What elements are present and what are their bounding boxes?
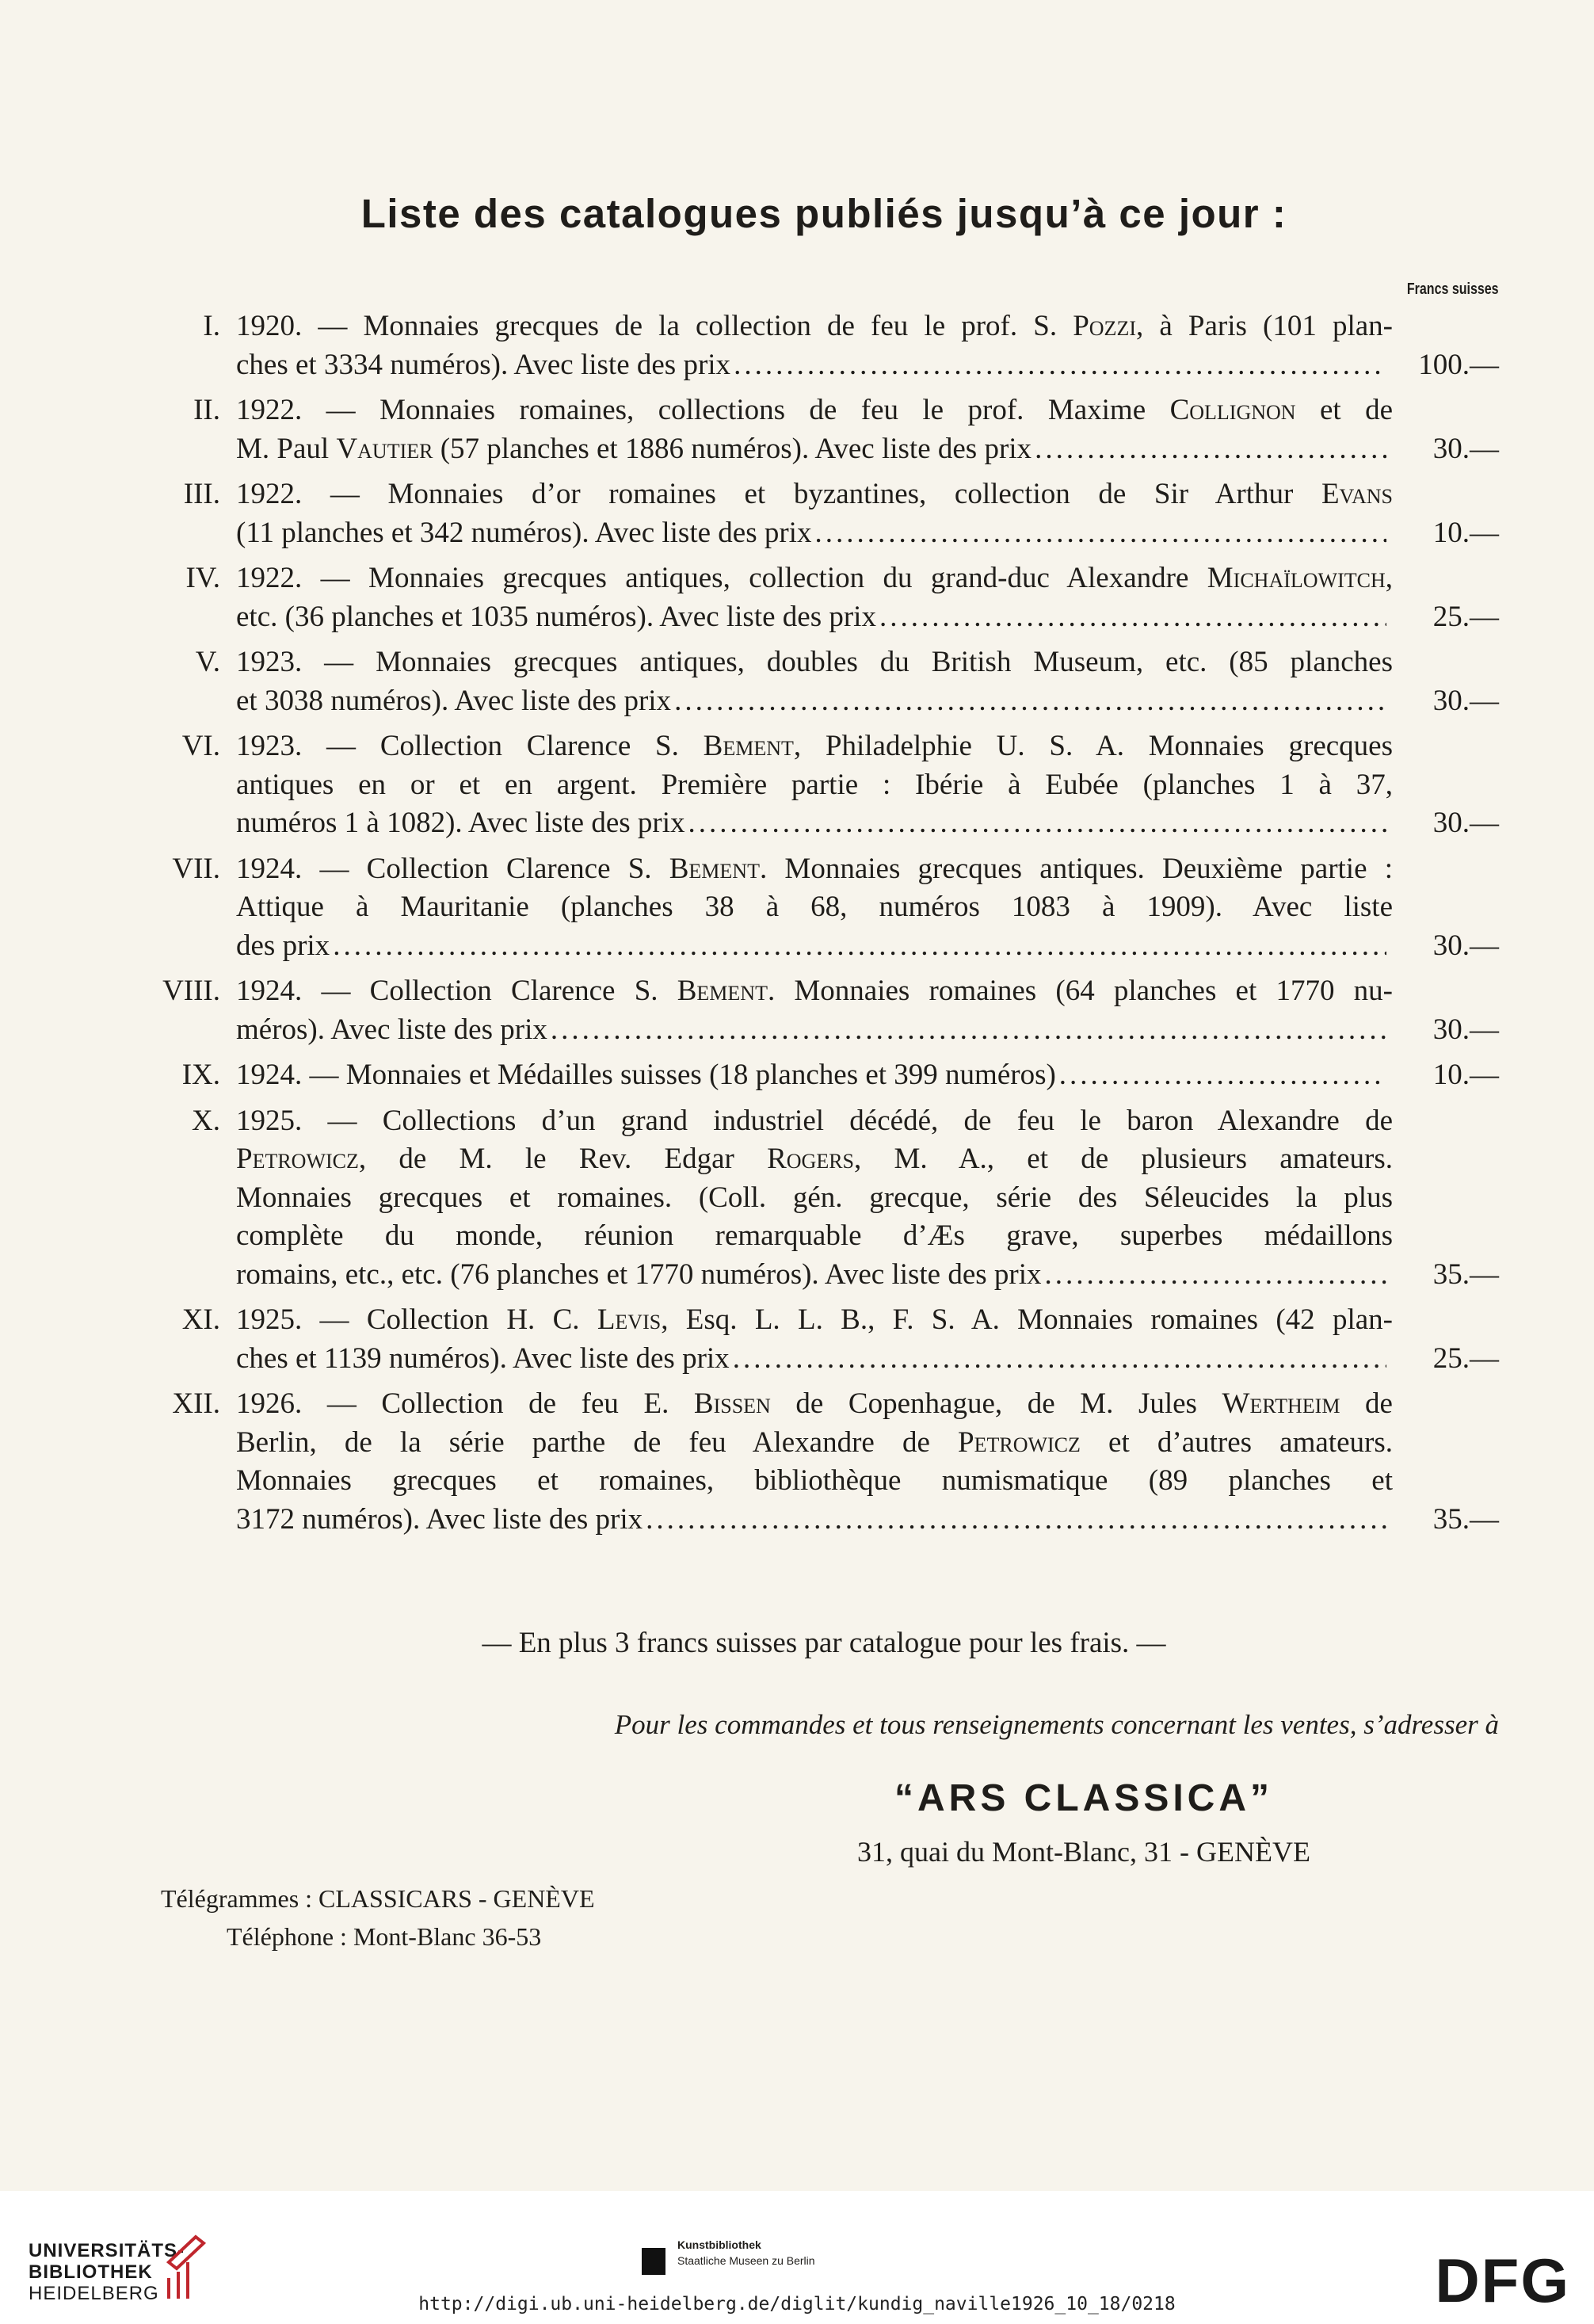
description-last-line [236,1501,1393,1540]
description-last-line [236,598,1393,637]
page-title: Liste des catalogues publiés jusqu’à ce jour : [360,191,1287,236]
description-line: 1922. — Monnaies romaines, collections de feu le prof. Maxime Collignon et de [236,394,1393,426]
collector-name: Petrowicz [236,1143,359,1175]
description-line: Monnaies grecques et romaines. (Coll. gén. grecque, série des Séleucides la plus [236,1181,1393,1214]
description-text: M. Paul Vautier (57 planches et 1886 numéros). Avec liste des prix [236,432,1032,465]
catalogue-description [236,475,1393,552]
catalogue-entry [0,850,1594,966]
description-line: 1926. — Collection de feu E. Bissen de Copenhague, de M. Jules Wertheim de [236,1387,1393,1420]
dot-leader [814,514,1386,553]
catalogue-number: IX. [181,1059,220,1091]
catalogue-description [236,1102,1393,1295]
kunstbibliothek-subtitle: Staatliche Museen zu Berlin [677,2254,815,2267]
catalogue-description [236,643,1393,720]
description-line: Attique à Mauritanie (planches 38 à 68, numéros 1083 à 1909). Avec liste [236,891,1393,923]
description-last-line [236,346,1393,385]
catalogue-description [236,559,1393,636]
catalogue-entry [0,1301,1594,1378]
catalogue-description [236,307,1393,384]
catalogue-description [236,1056,1393,1095]
description-last-line [236,1011,1393,1050]
description-last-line [236,804,1393,843]
dot-leader [879,598,1386,637]
description-text: romains, etc., etc. (76 planches et 1770 numéros). Avec liste des prix [236,1257,1042,1291]
description-line: 1923. — Monnaies grecques antiques, doubles du British Museum, etc. (85 planches [236,646,1393,678]
catalogue-entry [0,1385,1594,1539]
catalogue-entry [0,972,1594,1049]
catalogue-entry [0,1056,1594,1095]
source-url-link[interactable]: http://digi.ub.uni-heidelberg.de/diglit/kundig_naville1926_10_18/0218 [418,2294,1176,2314]
dot-leader [1045,1256,1386,1295]
description-line: Monnaies grecques et romaines, bibliothèque numismatique (89 planches et [236,1464,1393,1497]
description-line: 1922. — Monnaies d’or romaines et byzantines, collection de Sir Arthur Evans [236,478,1393,510]
description-line: 1922. — Monnaies grecques antiques, collection du grand-duc Alexandre Michaïlowitch, [236,562,1393,594]
description-text: etc. (36 planches et 1035 numéros). Avec liste des prix [236,600,876,633]
catalogue-price: 10.— [1432,516,1499,549]
collector-name: Bement [703,730,794,762]
dot-leader [674,682,1386,721]
kunstbibliothek-mark-icon [642,2248,665,2275]
description-text: 1924. — Monnaies et Médailles suisses (18 planches et 399 numéros) [236,1059,1056,1091]
catalogue-entry [0,559,1594,636]
catalogue-price: 25.— [1432,1341,1499,1375]
description-line: Petrowicz, de M. le Rev. Edgar Rogers, M. A., et de plusieurs amateurs. [236,1143,1393,1175]
collector-name: Evans [1321,478,1393,510]
ub-logo-line-1: UNIVERSITÄTS- [29,2240,185,2261]
description-line: complète du monde, réunion remarquable d’Æs grave, superbes médaillons [236,1219,1393,1252]
catalogue-number: IV. [185,562,220,594]
dot-leader [733,1340,1386,1379]
description-line: antiques en or et en argent. Première partie : Ibérie à Eubée (planches 1 à 37, [236,768,1393,801]
dot-leader [551,1011,1386,1050]
description-text: ches et 3334 numéros). Avec liste des prix [236,348,731,381]
collector-name: Petrowicz [958,1425,1081,1459]
catalogue-description [236,972,1393,1049]
company-address: 31, quai du Mont-Blanc, 31 - GENÈVE [857,1836,1310,1868]
catalogue-number: VIII. [162,975,220,1007]
catalogue-entry [0,391,1594,468]
description-line: 1925. — Collections d’un grand industriel décédé, de feu le baron Alexandre de [236,1104,1393,1137]
description-last-line [236,682,1393,721]
description-text: numéros 1 à 1082). Avec liste des prix [236,807,685,839]
shipping-note: — En plus 3 francs suisses par catalogue pour les frais. — [482,1627,1166,1659]
description-last-line [236,514,1393,553]
catalogue-description [236,1385,1393,1539]
description-last-line [236,927,1393,966]
catalogue-number: II. [193,394,220,426]
collector-name: Pozzi [1073,310,1136,342]
description-last-line [236,430,1393,469]
catalogue-price: 30.— [1432,1013,1499,1046]
description-line: 1923. — Collection Clarence S. Bement, Philadelphie U. S. A. Monnaies grecques [236,730,1393,762]
collector-name: Collignon [1169,394,1296,426]
description-text: 3172 numéros). Avec liste des prix [236,1502,643,1536]
telegram-address: Télégrammes : CLASSICARS - GENÈVE [161,1884,595,1913]
ub-heidelberg-mark-icon [162,2231,210,2302]
description-last-line [236,1340,1393,1379]
dot-leader [1059,1056,1386,1095]
catalogue-price: 10.— [1432,1059,1499,1091]
collector-name: Rogers [767,1143,855,1175]
collector-name: Bement [677,975,768,1007]
description-line: 1924. — Collection Clarence S. Bement. Monnaies grecques antiques. Deuxième partie : [236,852,1393,885]
catalogue-price: 35.— [1432,1257,1499,1291]
catalogue-description [236,391,1393,468]
collector-name: Wertheim [1222,1387,1340,1420]
collector-name: Vautier [336,432,433,465]
catalogue-number: V. [195,646,220,678]
kunstbibliothek-logo[interactable] [677,2237,815,2269]
description-text: ches et 1139 numéros). Avec liste des prix [236,1341,730,1375]
price-column-header: Francs suisses [1407,280,1499,298]
description-line: 1925. — Collection H. C. Levis, Esq. L. L. B., F. S. A. Monnaies romaines (42 plan- [236,1303,1393,1336]
catalogue-price: 30.— [1432,432,1499,465]
catalogue-number: XII. [172,1387,220,1420]
catalogue-number: VII. [172,852,220,885]
ub-logo-line-2: BIBLIOTHEK [29,2261,153,2283]
catalogue-entry [0,643,1594,720]
dot-leader [333,927,1386,966]
contact-line: Pour les commandes et tous renseignements concernant les ventes, s’adresser à [614,1709,1499,1740]
dot-leader [646,1501,1386,1540]
catalogue-entry [0,727,1594,843]
catalogue-price: 30.— [1432,929,1499,962]
digitization-footer [0,2191,1594,2324]
description-line: 1920. — Monnaies grecques de la collection de feu le prof. S. Pozzi, à Paris (101 plan- [236,310,1393,342]
collector-name: Levis [597,1303,662,1336]
description-line: Berlin, de la série parthe de feu Alexandre de Petrowicz et d’autres amateurs. [236,1425,1393,1459]
catalogue-description [236,850,1393,966]
catalogue-number: I. [203,310,220,342]
catalogue-number: XI. [181,1303,220,1336]
collector-name: Bement [669,852,760,885]
catalogue-description [236,1301,1393,1378]
dot-leader [688,804,1386,843]
description-text: (11 planches et 342 numéros). Avec liste des prix [236,516,812,549]
catalogue-price: 30.— [1432,684,1499,717]
dot-leader [734,346,1386,385]
catalogue-entry [0,307,1594,384]
catalogue-price: 25.— [1432,600,1499,633]
catalogue-list [0,307,1594,1546]
catalogue-entry [0,475,1594,552]
catalogue-number: III. [183,478,220,510]
description-text: méros). Avec liste des prix [236,1013,547,1046]
catalogue-number: VI. [181,730,220,762]
catalogue-price: 30.— [1432,807,1499,839]
description-text: et 3038 numéros). Avec liste des prix [236,684,672,717]
kunstbibliothek-title: Kunstbibliothek [677,2238,761,2251]
description-last-line [236,1056,1393,1095]
telephone-number: Téléphone : Mont-Blanc 36-53 [227,1922,542,1951]
company-name: “ARS CLASSICA” [894,1777,1274,1819]
catalogue-number: X. [192,1104,220,1137]
collector-name: Bissen [693,1387,771,1420]
description-last-line [236,1256,1393,1295]
ub-logo-line-3: HEIDELBERG [29,2283,159,2304]
catalogue-entry [0,1102,1594,1295]
catalogue-description [236,727,1393,843]
description-line: 1924. — Collection Clarence S. Bement. Monnaies romaines (64 planches et 1770 nu- [236,975,1393,1007]
description-text: des prix [236,929,330,962]
collector-name: Michaïlowitch [1207,562,1386,594]
dfg-logo[interactable]: DFG [1435,2246,1570,2315]
catalogue-price: 100.— [1418,348,1499,381]
dot-leader [1035,430,1386,469]
catalogue-price: 35.— [1432,1502,1499,1536]
